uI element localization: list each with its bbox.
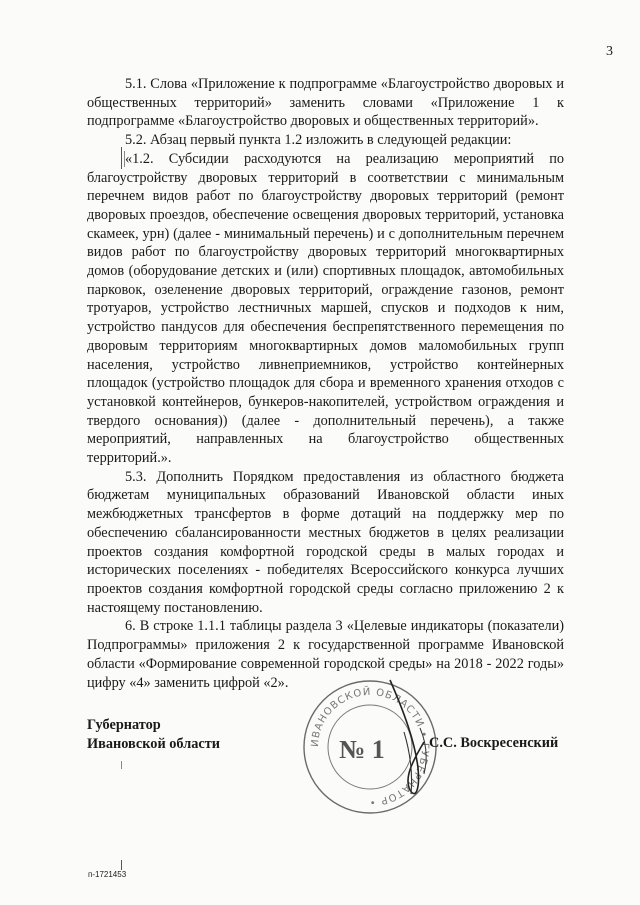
- stamp-ring-text: ИВАНОВСКОЙ ОБЛАСТИ • ГУБЕРНАТОР •: [309, 686, 431, 808]
- margin-mark: [121, 761, 122, 769]
- stamp-number: № 1: [339, 735, 385, 764]
- paragraph-1-2: «1.2. Субсидии расходуются на реализацию мероприятий по благоустройству дворовых территорий в соответствии с минимальным перечнем видов работ по благоустройству дворовых территорий (ремонт дворовых проездов, обеспечение освещения дворовых территорий, установка скамеек, урн) (далее - минимальный перечень) и с дополнительным перечнем видов работ по благоустройству дворовых территорий многоквартирных домов (оборудование детских и (или) спортивных площадок, автомобильных парковок, озеленение дворовых территорий, ограждение газонов, ремонт тротуаров, устройство лестничных маршей, спусков и подходов к ним, устройство пандусов для обеспечения беспрепятственного перемещения по дворовым территориям многоквартирных домов маломобильных групп населения, устройство ливнеприемников, устройство контейнерных площадок (устройство площадок для сбора и временного хранения отходов с установкой контейнеров, бункеров-накопителей, устройством ограждения и твердого основания)) (далее - дополнительный перечень), а также мероприятий, направленных на благоустройство общественных территорий.».: [87, 150, 564, 467]
- signatory-title-line2: Ивановской области: [87, 735, 220, 752]
- paragraph-6: 6. В строке 1.1.1 таблицы раздела 3 «Целевые индикаторы (показатели) Подпрограммы» приложения 2 к государственной программе Ивановской области «Формирование современной городской среды» на 2018 - 2022 годы» цифру «4» заменить цифрой «2».: [87, 618, 564, 691]
- signatory-title: [87, 716, 220, 753]
- paragraph-5-2: 5.2. Абзац первый пункта 1.2 изложить в следующей редакции:: [125, 132, 512, 149]
- document-code: п-1721453: [88, 870, 127, 879]
- page-number: 3: [606, 44, 613, 59]
- document-body: [87, 75, 564, 692]
- signatory-name: С.С. Воскресенский: [429, 735, 559, 751]
- paragraph-5-3: 5.3. Дополнить Порядком предоставления из областного бюджета бюджетам муниципальных образований Ивановской области иных межбюджетных трансфертов в форме дотаций на поддержку мер по обеспечению сбалансированности местных бюджетов в целях реализации проектов создания комфортной городской среды в малых городах и исторических поселениях - победителях Всероссийского конкурса лучших проектов создания комфортной городской среды согласно приложению 2 к настоящему постановлению.: [87, 468, 564, 616]
- official-stamp: [300, 672, 440, 822]
- paragraph-5-1: 5.1. Слова «Приложение к подпрограмме «Благоустройство дворовых и общественных территорий» заменить словами «Приложение 1 к подпрограмме «Благоустройство дворовых и общественных территорий».: [87, 76, 564, 130]
- margin-mark: [121, 860, 122, 870]
- signatory-title-line1: Губернатор: [87, 717, 161, 733]
